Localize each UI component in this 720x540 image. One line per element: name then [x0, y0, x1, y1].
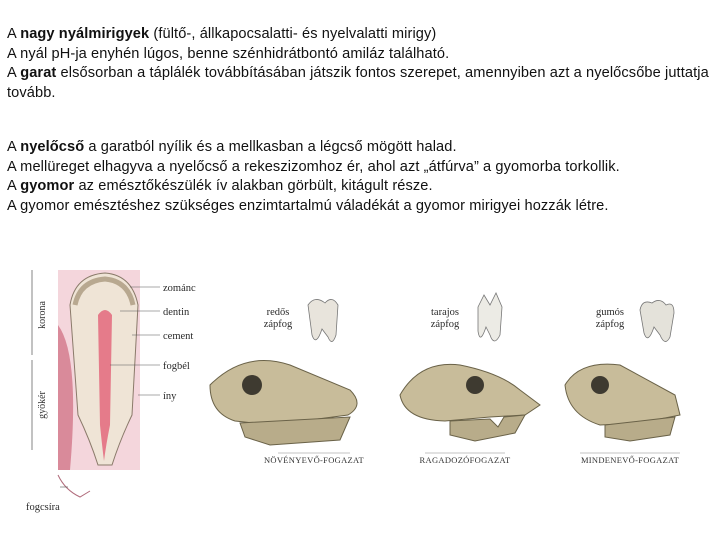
paragraph-esophagus-stomach: [7, 138, 712, 216]
carnivore-molar-label: zápfog: [430, 319, 460, 330]
text-line: [7, 25, 712, 45]
herbivore-molar-label: redős: [266, 307, 290, 318]
text-span: az emésztőkészülék ív alakban görbült, kitágult része.: [74, 178, 433, 195]
enamel-label: zománc: [163, 283, 196, 294]
carnivore-dentition: [400, 293, 540, 465]
omnivore-skull-icon: [565, 364, 680, 425]
bold-term: gyomor: [20, 178, 75, 195]
text-span: A: [7, 26, 21, 42]
text-span: a garatból nyílik és a mellkasban a légcső mögött halad.: [84, 139, 457, 155]
crown-label: korona: [37, 301, 48, 329]
omnivore-molar-label: zápfog: [595, 319, 625, 330]
tooth-cross-section: [26, 270, 196, 513]
text-span: A: [7, 65, 21, 82]
ridged-molar-icon: [308, 299, 338, 341]
text-line: A nyál pH-ja enyhén lúgos, benne szénhidrátbontó amiláz található.: [7, 45, 450, 62]
carnivore-caption: RAGADOZÓFOGAZAT: [419, 455, 511, 465]
herbivore-dentition: [210, 299, 365, 465]
carnivore-molar-label: tarajos: [431, 307, 459, 318]
herbivore-molar-label: zápfog: [263, 319, 293, 330]
eye-socket: [242, 375, 262, 395]
text-line: [7, 177, 712, 197]
gum-label: íny: [163, 391, 177, 402]
text-span: (fültő-, állkapocsalatti- és nyelvalatti mirigy): [149, 26, 437, 42]
paragraph-salivary-pharynx: [7, 25, 712, 103]
bunodont-molar-icon: [640, 300, 674, 341]
dentition-illustration: [20, 265, 685, 530]
omnivore-dentition: [565, 300, 680, 465]
crested-molar-icon: [478, 293, 502, 341]
text-line: [7, 138, 712, 158]
carnivore-skull-icon: [400, 364, 540, 421]
dentition-figure: [20, 265, 685, 530]
pulp-label: fogbél: [163, 361, 190, 372]
text-span: A: [7, 139, 21, 155]
eye-socket: [591, 376, 609, 394]
root-label: gyökér: [37, 391, 48, 419]
tooth-germ: [58, 475, 90, 497]
bold-term: nyelőcső: [20, 139, 85, 155]
bold-term: nagy nyálmirigyek: [20, 26, 150, 42]
dentin-label: dentin: [163, 307, 190, 318]
tooth-germ-label: fogcsíra: [26, 502, 60, 513]
text-line: A mellüreget elhagyva a nyelőcső a rekeszizomhoz ér, ahol azt „átfúrva” a gyomorba torkollik.: [7, 158, 620, 175]
herbivore-caption: NÖVÉNYEVŐ-FOGAZAT: [263, 455, 365, 465]
omnivore-caption: MINDENEVŐ-FOGAZAT: [580, 455, 680, 465]
text-line: A gyomor emésztéshez szükséges enzimtartalmú váladékát a gyomor mirigyei hozzák létre.: [7, 197, 609, 214]
omnivore-molar-label: gumós: [595, 307, 625, 318]
eye-socket: [466, 376, 484, 394]
herbivore-skull-icon: [210, 361, 357, 426]
text-line: [7, 64, 712, 103]
cement-label: cement: [163, 331, 194, 342]
text-span: elsősorban a táplálék továbbításában játszik fontos szerepet, amennyiben azt a nyelőcsőbe juttatja tovább.: [7, 65, 709, 101]
text-span: A: [7, 178, 21, 195]
bold-term: garat: [20, 65, 57, 82]
